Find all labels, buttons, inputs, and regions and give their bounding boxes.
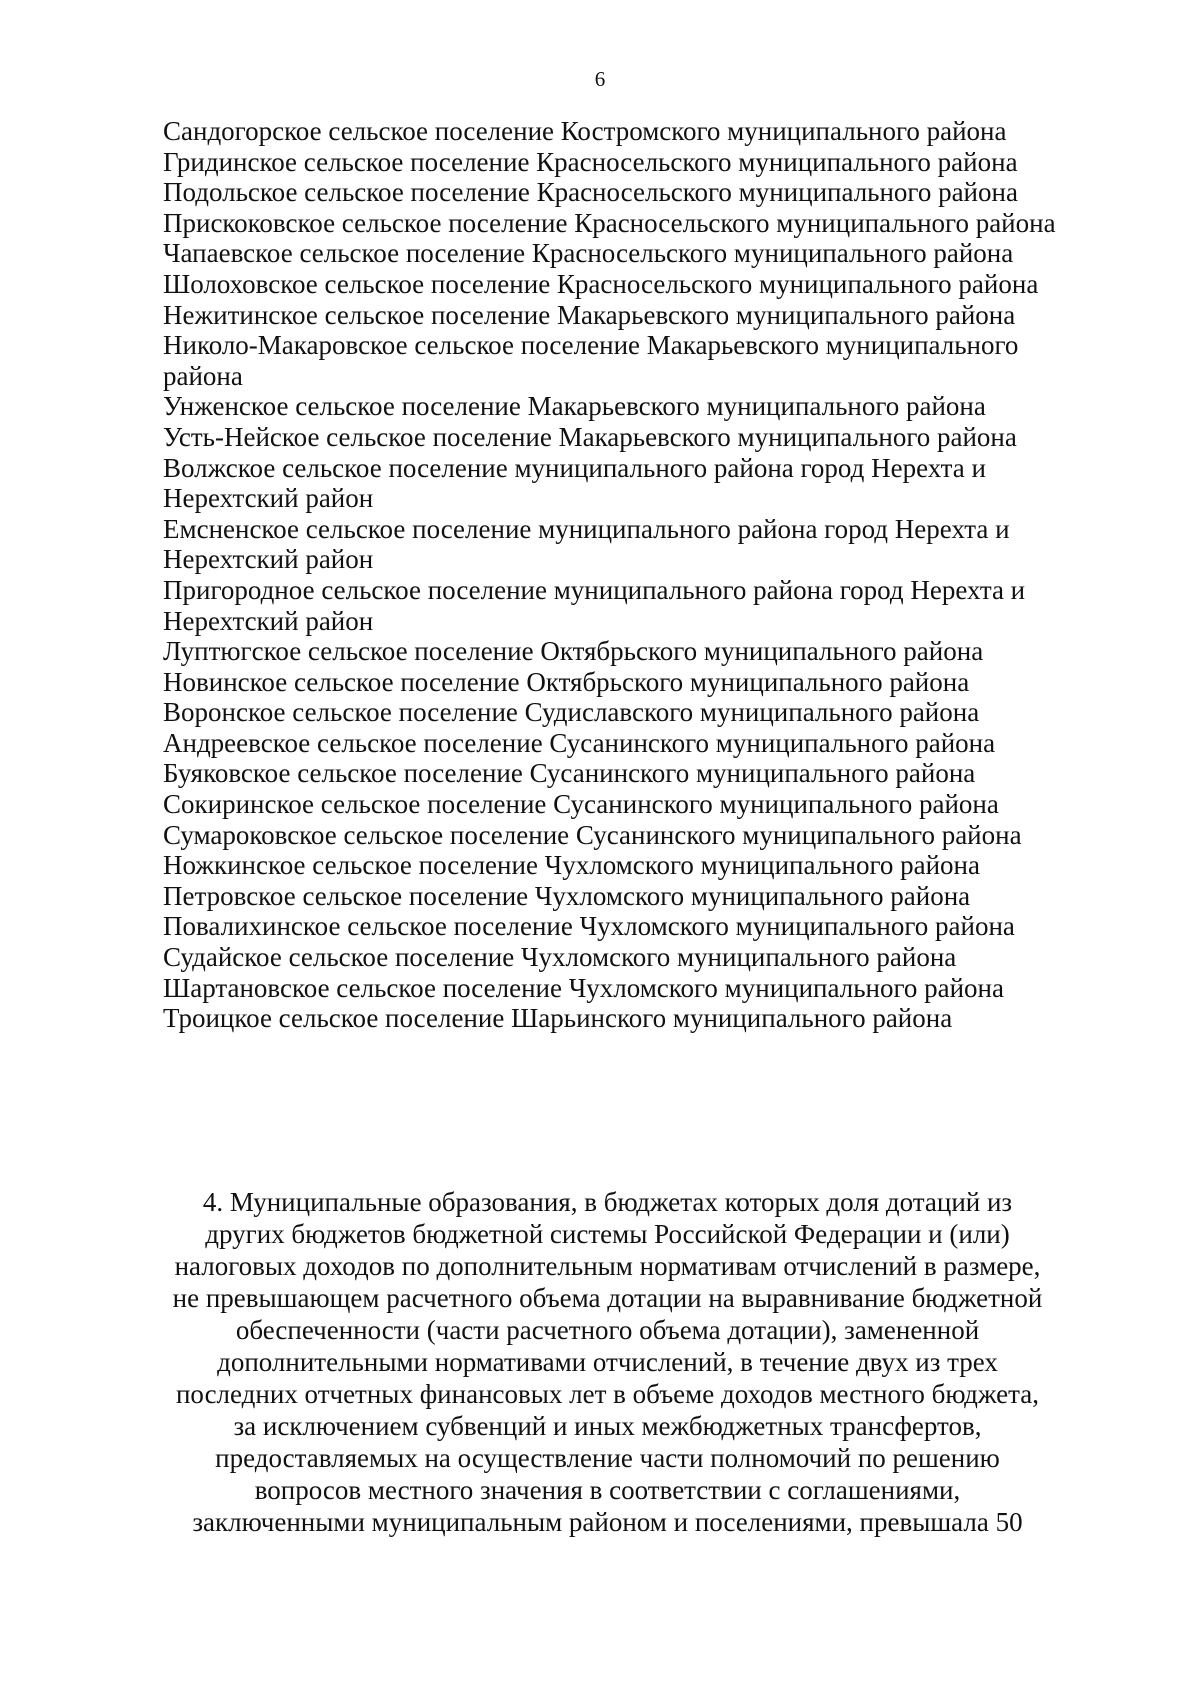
paragraph-line: заключенными муниципальным районом и поселениями, превышала 50 xyxy=(192,1507,1023,1537)
settlement-item: Усть-Нейское сельское поселение Макарьевского муниципального района xyxy=(163,421,1017,452)
paragraph-line: за исключением субвенций и иных межбюджетных трансфертов, xyxy=(233,1411,982,1441)
settlement-item: Нежитинское сельское поселение Макарьевского муниципального района xyxy=(163,299,1016,330)
settlement-item: Петровское сельское поселение Чухломского муниципального района xyxy=(163,880,971,911)
paragraph-line: обеспеченности (части расчетного объема дотации), замененной xyxy=(235,1315,980,1345)
settlement-item: Николо-Макаровское сельское поселение Макарьевского муниципального района xyxy=(163,330,1019,391)
paragraph-line: последних отчетных финансовых лет в объеме доходов местного бюджета, xyxy=(175,1379,1040,1409)
settlement-item: Пригородное сельское поселение муниципального района город Нерехта и Нерехтский район xyxy=(163,574,1026,636)
settlement-item: Волжское сельское поселение муниципального района город Нерехта и Нерехтский район xyxy=(163,452,986,514)
settlement-item: Андреевское сельское поселение Сусанинского муниципального района xyxy=(163,727,996,758)
settlement-item: Сандогорское сельское поселение Костромского муниципального района xyxy=(163,116,1007,146)
settlement-item: Сокиринское сельское поселение Сусанинского муниципального района xyxy=(163,789,999,820)
settlement-item: Прискоковское сельское поселение Красносельского муниципального района xyxy=(163,207,1056,238)
settlement-item: Унженское сельское поселение Макарьевского муниципального района xyxy=(163,391,986,422)
settlement-item: Луптюгское сельское поселение Октябрьского муниципального района xyxy=(163,636,984,667)
paragraph-line: вопросов местного значения в соответствии с соглашениями, xyxy=(254,1475,961,1505)
settlement-item: Судайское сельское поселение Чухломского муниципального района xyxy=(163,942,957,973)
paragraph-line: дополнительными нормативами отчислений, в течение двух из трех xyxy=(217,1347,998,1377)
settlement-item: Воронское сельское поселение Судиславского муниципального района xyxy=(163,697,980,728)
paragraph-line: 4. Муниципальные образования, в бюджетах которых доля дотаций из xyxy=(202,1187,1013,1217)
paragraph-line: других бюджетов бюджетной системы Российской Федерации и (или) xyxy=(205,1219,1010,1249)
settlement-item: Подольское сельское поселение Красносельского муниципального района xyxy=(163,177,1018,208)
settlement-item: Гридинское сельское поселение Красносельского муниципального района xyxy=(163,146,1018,177)
settlement-item: Шолоховское сельское поселение Красносельского муниципального района xyxy=(163,268,1039,299)
settlement-item: Ножкинское сельское поселение Чухломского муниципального района xyxy=(163,850,980,881)
section-4-paragraph xyxy=(140,1186,1075,1538)
settlement-item: Буяковское сельское поселение Сусанинского муниципального района xyxy=(163,758,976,789)
settlement-item: Сумароковское сельское поселение Сусанинского муниципального района xyxy=(163,819,1022,850)
settlement-item: Шартановское сельское поселение Чухломского муниципального района xyxy=(163,972,1004,1003)
settlement-item: Новинское сельское поселение Октябрьского муниципального района xyxy=(163,666,970,697)
paragraph-line: не превышающем расчетного объема дотации на выравнивание бюджетной xyxy=(172,1283,1043,1313)
paragraph-line: предоставляемых на осуществление части полномочий по решению xyxy=(215,1443,1000,1473)
settlement-item: Емсненское сельское поселение муниципального района город Нерехта и Нерехтский район xyxy=(163,513,1010,575)
settlement-item: Повалихинское сельское поселение Чухломского муниципального района xyxy=(163,911,1015,942)
page-number: 6 xyxy=(594,67,606,91)
settlement-item: Троицкое сельское поселение Шарьинского муниципального района xyxy=(163,1003,953,1034)
settlement-list xyxy=(163,116,1103,1034)
settlement-item: Чапаевское сельское поселение Красносельского муниципального района xyxy=(163,238,1014,269)
paragraph-line: налоговых доходов по дополнительным нормативам отчислений в размере, xyxy=(174,1251,1041,1281)
